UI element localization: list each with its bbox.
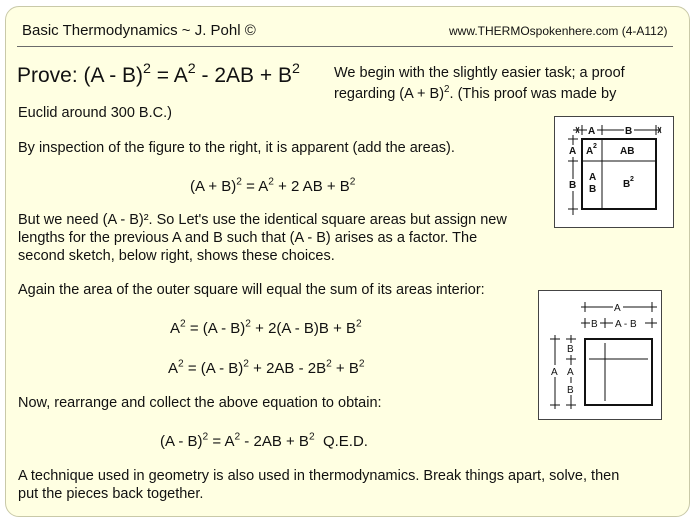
fig2-top-a: A — [614, 303, 621, 314]
fig1-side-a: A — [569, 146, 577, 157]
fig1-top-a: A — [588, 126, 596, 137]
intro-line-1: We begin with the slightly easier task; a proof — [334, 65, 625, 81]
intro-line-3: Euclid around 300 B.C.) — [18, 105, 172, 121]
equation-2: $A^2 = (A - B)^2 + 2(A - B)B + B^2$ — [170, 318, 362, 337]
prove-heading: Prove: $(A - B)^2 = A^2 - 2AB + B^2$ — [17, 61, 300, 87]
fig2-side-a: A — [551, 367, 558, 378]
closing-line-1: A technique used in geometry is also used in thermodynamics. Break things apart, solve, then — [18, 468, 620, 484]
header-title: Basic Thermodynamics ~ J. Pohl © — [22, 22, 256, 39]
fig1-top-b: B — [625, 126, 633, 137]
fig1-cell-b2: B — [623, 179, 631, 190]
fig1-cell-a2: A — [586, 146, 594, 157]
fig2-top-b: B — [591, 319, 598, 330]
need-line-1: But we need (A - B)². So Let's use the identical square areas but assign new — [18, 212, 507, 228]
inspection-text: By inspection of the figure to the right, it is apparent (add the areas). — [18, 140, 455, 156]
need-line-2: lengths for the previous A and B such that (A - B) arises as a factor. The — [18, 230, 478, 246]
equation-3: $A^2 = (A - B)^2 + 2AB - 2B^2 + B^2$ — [168, 358, 365, 377]
fig2-side-b: B — [567, 344, 574, 355]
svg-text:2: 2 — [593, 143, 597, 150]
fig1-side-b: B — [569, 180, 577, 191]
equation-4: $(A - B)^2 = A^2 - 2AB + B^2$ Q.E.D. — [160, 431, 368, 450]
fig2-top-a-minus-b: A - B — [615, 319, 637, 330]
rearrange-text: Now, rearrange and collect the above equation to obtain: — [18, 395, 382, 411]
svg-text:2: 2 — [630, 176, 634, 183]
header-url: www.THERMOspokenhere.com (4-A112) — [449, 24, 668, 38]
fig1-cell-a: A — [589, 172, 597, 183]
need-line-3: second sketch, below right, shows these choices. — [18, 248, 335, 264]
figure-square-sum — [554, 116, 674, 228]
intro-line-2: regarding $(A + B)^2$. (This proof was made by — [334, 83, 617, 102]
fig1-cell-ab: AB — [620, 146, 635, 157]
equation-1: $(A + B)^2 = A^2 + 2$ AB + $B^2$ — [190, 176, 356, 195]
again-text: Again the area of the outer square will equal the sum of its areas interior: — [18, 282, 485, 298]
fig2-side-a-inner: A — [567, 367, 574, 378]
fig1-cell-b: B — [589, 184, 597, 195]
closing-line-2: put the pieces back together. — [18, 486, 204, 502]
header-divider — [17, 46, 673, 47]
fig2-side-b-inner: B — [567, 385, 574, 396]
figure-square-difference — [538, 290, 662, 420]
